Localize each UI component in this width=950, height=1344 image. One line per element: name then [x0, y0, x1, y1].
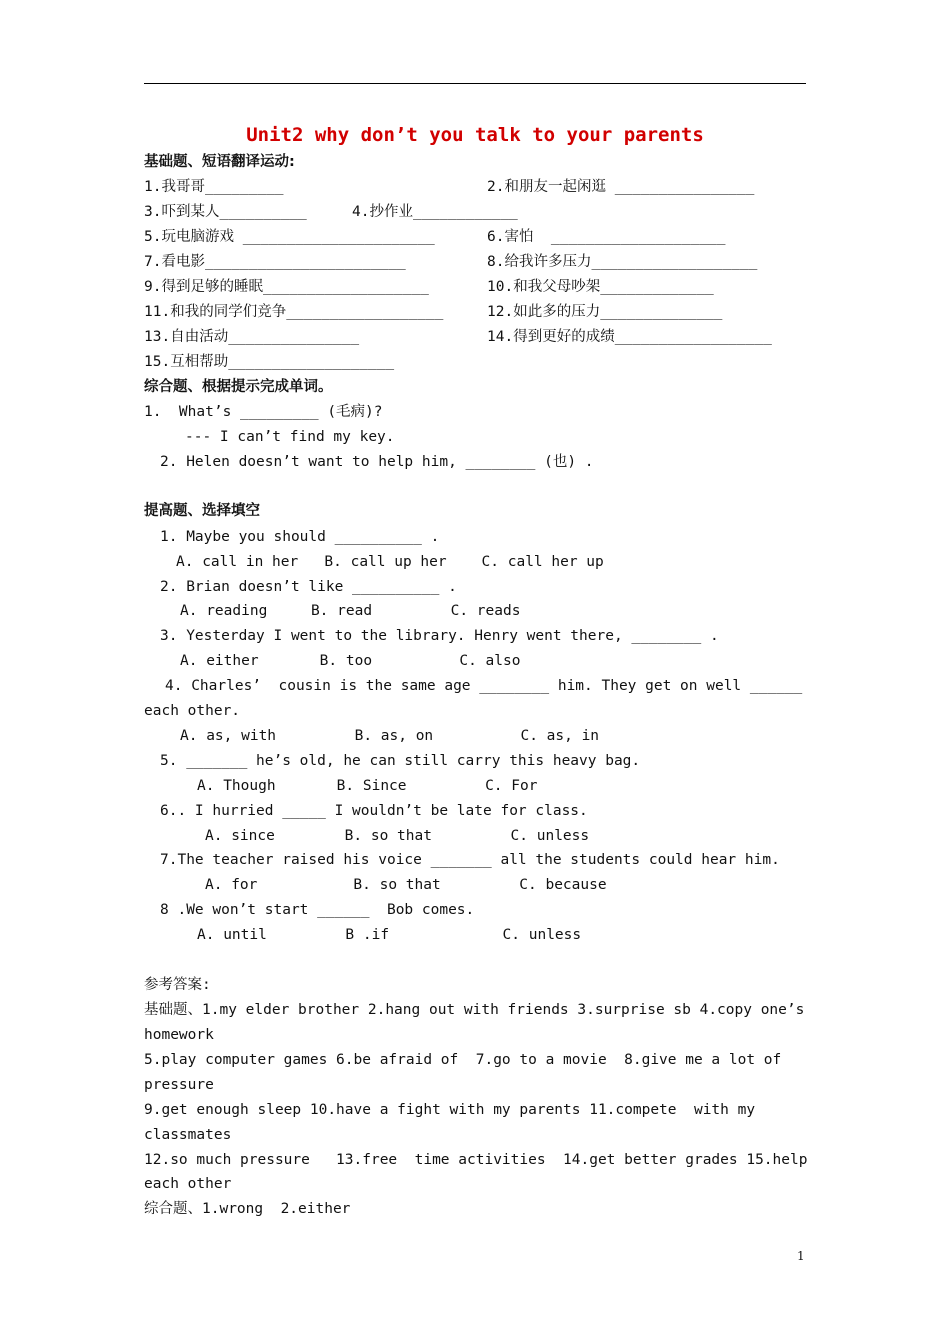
question-line: 5. _______ he’s old, he can still carry this heavy bag.	[160, 753, 641, 769]
translation-item: 10.和我父母吵架_____________	[487, 279, 714, 295]
answers-heading: 参考答案:	[144, 977, 211, 993]
options-line: A. reading B. read C. reads	[180, 603, 521, 619]
question-line: 8 .We won’t start ______ Bob comes.	[160, 902, 475, 918]
translation-item: 11.和我的同学们竞争__________________	[144, 304, 444, 320]
question-line: 2. Brian doesn’t like __________ .	[160, 579, 457, 595]
translation-item: 6.害怕 ____________________	[487, 229, 726, 245]
question-line: 1. Maybe you should __________ .	[160, 529, 440, 545]
options-line: A. until B .if C. unless	[197, 927, 582, 943]
fill-line: 1. What’s _________ (毛病)?	[144, 404, 383, 420]
answer-line: pressure	[144, 1077, 214, 1093]
options-line: A. call in her B. call up her C. call her up	[176, 554, 604, 570]
translation-item: 9.得到足够的睡眠___________________	[144, 279, 429, 295]
answer-line: 12.so much pressure 13.free time activities 14.get better grades 15.help	[144, 1152, 808, 1168]
options-line: A. either B. too C. also	[180, 653, 521, 669]
translation-item: 5.玩电脑游戏 ______________________	[144, 229, 435, 245]
question-line: each other.	[144, 703, 241, 719]
answer-line: each other	[144, 1176, 232, 1192]
section3-heading: 提高题、选择填空	[144, 503, 260, 519]
options-line: A. as, with B. as, on C. as, in	[180, 728, 600, 744]
answer-line: 5.play computer games 6.be afraid of 7.go to a movie 8.give me a lot of	[144, 1052, 782, 1068]
section1-heading: 基础题、短语翻译运动:	[144, 154, 295, 170]
fill-line: --- I can’t find my key.	[185, 429, 395, 445]
question-line: 6.. I hurried _____ I wouldn’t be late for class.	[160, 803, 588, 819]
translation-item: 13.自由活动_______________	[144, 329, 360, 345]
translation-item: 12.如此多的压力______________	[487, 304, 723, 320]
options-line: A. Though B. Since C. For	[197, 778, 538, 794]
question-line: 7.The teacher raised his voice _______ all the students could hear him.	[160, 852, 780, 868]
options-line: A. since B. so that C. unless	[205, 828, 590, 844]
translation-item: 14.得到更好的成绩__________________	[487, 329, 772, 345]
translation-item: 7.看电影_______________________	[144, 254, 406, 270]
page-number: 1	[797, 1249, 805, 1263]
answer-line: 9.get enough sleep 10.have a fight with my parents 11.compete with my	[144, 1102, 756, 1118]
translation-item: 15.互相帮助___________________	[144, 354, 395, 370]
translation-item: 2.和朋友一起闲逛 ________________	[487, 179, 755, 195]
answer-line: homework	[144, 1027, 214, 1043]
options-line: A. for B. so that C. because	[205, 877, 607, 893]
section2-heading: 综合题、根据提示完成单词。	[144, 379, 333, 395]
translation-item: 1.我哥哥_________	[144, 179, 284, 195]
answer-line: classmates	[144, 1127, 232, 1143]
answer-line: 基础题、1.my elder brother 2.hang out with friends 3.surprise sb 4.copy one’s	[144, 1002, 805, 1018]
question-line: 3. Yesterday I went to the library. Henry went there, ________ .	[160, 628, 719, 644]
page-title: Unit2 why don’t you talk to your parents	[246, 124, 704, 146]
translation-item: 3.吓到某人__________	[144, 204, 307, 220]
header-rule	[144, 83, 806, 84]
translation-item: 4.抄作业____________	[352, 204, 518, 220]
translation-item: 8.给我许多压力___________________	[487, 254, 758, 270]
answer-line: 综合题、1.wrong 2.either	[144, 1201, 351, 1217]
question-line: 4. Charles’ cousin is the same age ________ him. They get on well ______	[165, 678, 803, 694]
fill-line: 2. Helen doesn’t want to help him, ________ (也) .	[160, 454, 594, 470]
